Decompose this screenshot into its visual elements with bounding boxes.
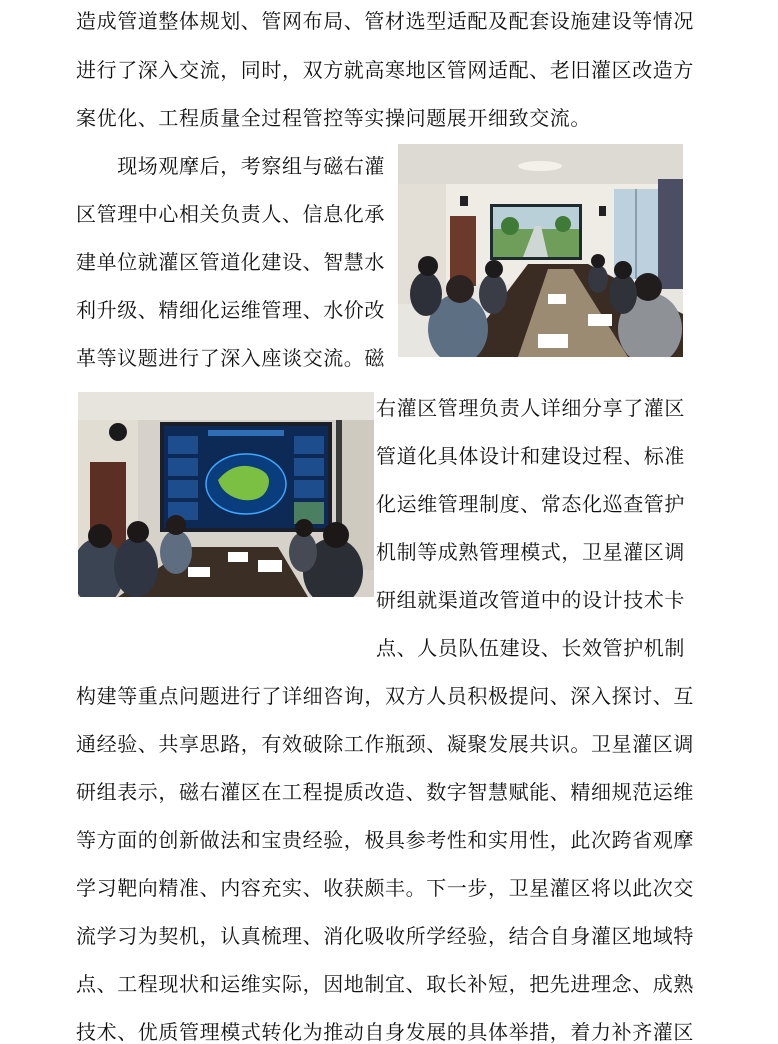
text-line: 流学习为契机，认真梳理、消化吸收所学经验，结合自身灌区地域特 [76, 924, 694, 948]
text-line: 研组就渠道改管道中的设计技术卡 [376, 588, 685, 612]
text-line: 案优化、工程质量全过程管控等实操问题展开细致交流。 [76, 106, 591, 130]
text-line: 造成管道整体规划、管网布局、管材选型适配及配套设施建设等情况 [76, 9, 694, 33]
text-line: 右灌区管理负责人详细分享了灌区 [376, 396, 685, 420]
text-line: 建单位就灌区管道化建设、智慧水 [76, 250, 385, 274]
text-line: 区管理中心相关负责人、信息化承 [76, 202, 385, 226]
control-screen-photo [78, 392, 374, 597]
text-line: 化运维管理制度、常态化巡查管护 [376, 492, 685, 516]
text-line: 进行了深入交流，同时，双方就高寒地区管网适配、老旧灌区改造方 [76, 58, 694, 82]
text-line: 机制等成熟管理模式，卫星灌区调 [376, 540, 685, 564]
text-line: 技术、优质管理模式转化为推动自身发展的具体举措，着力补齐灌区 [76, 1020, 694, 1044]
text-line: 点、工程现状和运维实际，因地制宜、取长补短，把先进理念、成熟 [76, 972, 694, 996]
text-line: 现场观摩后，考察组与磁右灌 [76, 154, 385, 178]
meeting-room-photo [398, 144, 683, 357]
text-line: 管道化具体设计和建设过程、标准 [376, 444, 685, 468]
text-line: 学习靶向精准、内容充实、收获颇丰。下一步，卫星灌区将以此次交 [76, 876, 694, 900]
text-line: 等方面的创新做法和宝贵经验，极具参考性和实用性，此次跨省观摩 [76, 828, 694, 852]
text-line: 利升级、精细化运维管理、水价改 [76, 298, 385, 322]
text-line: 构建等重点问题进行了详细咨询，双方人员积极提问、深入探讨、互 [76, 684, 694, 708]
text-line: 革等议题进行了深入座谈交流。磁 [76, 346, 385, 370]
text-line: 点、人员队伍建设、长效管护机制 [376, 636, 685, 660]
text-line: 研组表示，磁右灌区在工程提质改造、数字智慧赋能、精细规范运维 [76, 780, 694, 804]
text-line: 通经验、共享思路，有效破除工作瓶颈、凝聚发展共识。卫星灌区调 [76, 732, 694, 756]
